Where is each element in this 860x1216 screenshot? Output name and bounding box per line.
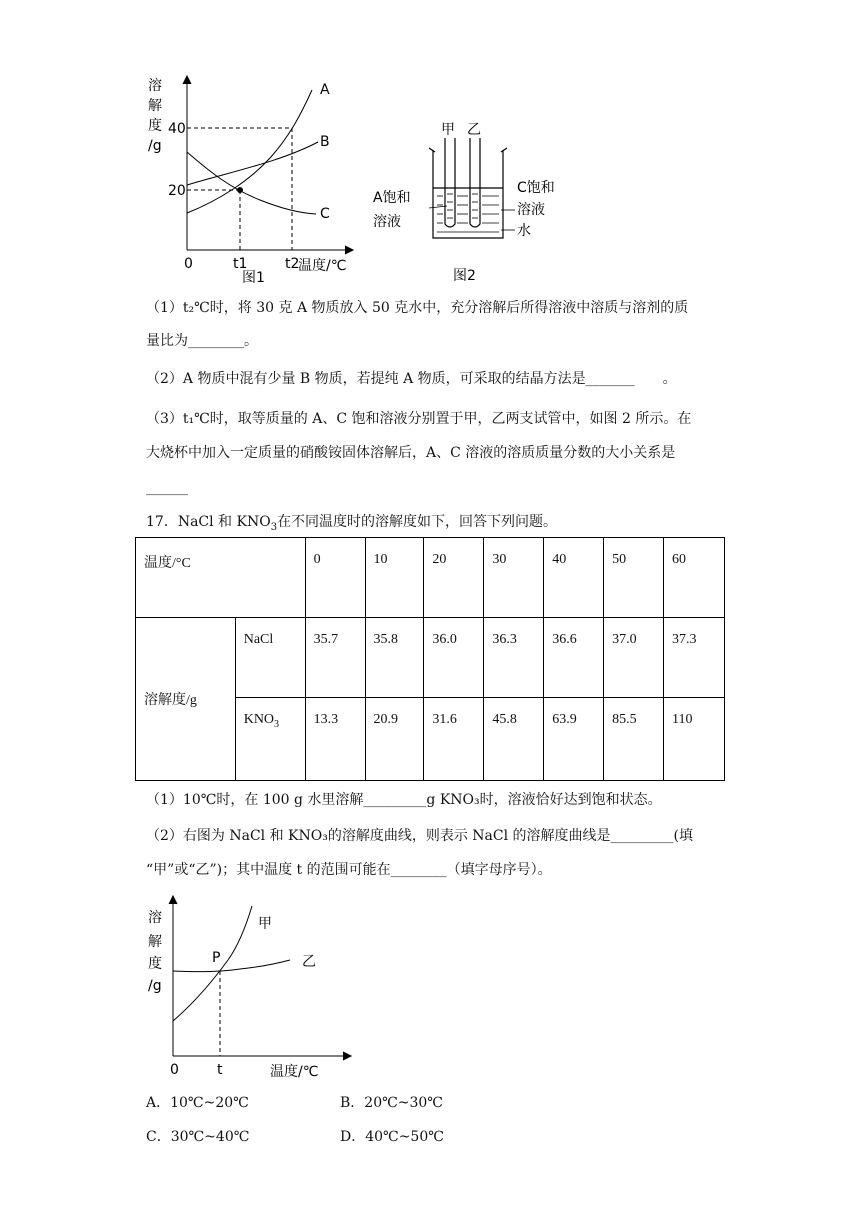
fig2-right-label-2: 溶液	[517, 202, 545, 218]
fig3-origin: 0	[170, 1062, 179, 1078]
fig3-xlabel: 温度/℃	[270, 1064, 319, 1080]
kno3-value: 45.8	[484, 698, 544, 781]
temp-cell: 60	[664, 538, 725, 618]
fig2-left-label-2: 溶液	[373, 214, 401, 230]
q17-intro-sub: 3	[270, 521, 278, 533]
q16-part1-line2: 量比为________。	[146, 333, 258, 349]
q16-part3-line3: ______	[146, 480, 188, 496]
kno3-value: 13.3	[305, 698, 365, 781]
temp-cell: 40	[544, 538, 604, 618]
fig3-ylabel-2: 解	[148, 934, 162, 950]
temp-cell: 0	[305, 538, 365, 618]
fig1-curve-B	[187, 142, 318, 185]
q17-part2-line2: “甲”或“乙”)；其中温度 t 的范围可能在________（填字母序号）。	[146, 862, 552, 878]
q16-part1-line1: （1）t₂℃时，将 30 克 A 物质放入 50 克水中，充分溶解后所得溶液中溶质与溶剂的质	[146, 300, 689, 316]
kno3-value: 20.9	[365, 698, 424, 781]
solubility-table	[135, 537, 725, 781]
q17-intro	[146, 512, 726, 532]
temp-cell: 50	[604, 538, 664, 618]
figure-3-nacl-kno3-curves	[140, 890, 360, 1085]
beaker-lip-left	[429, 148, 435, 152]
fig3-tick-t: t	[217, 1062, 223, 1078]
fig1-label-A: A	[320, 82, 330, 98]
temp-header-cell: 温度/°C	[136, 538, 306, 618]
fig1-origin: 0	[184, 256, 193, 272]
fig3-label-jia: 甲	[258, 916, 272, 932]
temp-cell: 10	[365, 538, 424, 618]
option-b[interactable]: B．20℃~30℃	[340, 1095, 443, 1111]
nacl-value: 35.7	[305, 618, 365, 698]
fig3-point-P: P	[212, 950, 221, 966]
fig1-caption: 图1	[242, 270, 265, 286]
figure-1-solubility-curves	[140, 70, 360, 290]
temp-cell: 20	[424, 538, 484, 618]
kno3-value: 63.9	[544, 698, 604, 781]
tube-yi	[470, 138, 480, 227]
fig3-y-arrow	[169, 896, 177, 904]
q17-part2-line1: （2）右图为 NaCl 和 KNO₃的溶解度曲线，则表示 NaCl 的溶解度曲线是_________(填	[146, 828, 693, 844]
q17-intro-a: 17．NaCl 和 KNO	[146, 514, 271, 530]
temp-cell: 30	[484, 538, 544, 618]
nacl-value: 37.0	[604, 618, 664, 698]
option-a[interactable]: A．10℃~20℃	[146, 1095, 249, 1111]
q17-part1: （1）10℃时，在 100 g 水里溶解_________g KNO₃时，溶液恰好达到饱和状态。	[146, 792, 662, 808]
fig1-label-B: B	[320, 134, 330, 150]
fig1-y-arrow	[183, 76, 191, 84]
q16-part2: （2）A 物质中混有少量 B 物质，若提纯 A 物质，可采取的结晶方法是_______ 。	[146, 371, 677, 387]
fig3-ylabel-4: /g	[148, 978, 162, 994]
fig2-caption: 图2	[453, 268, 476, 284]
table-row-nacl	[136, 618, 725, 698]
fig1-ylabel-4: /g	[148, 138, 162, 154]
row-name-kno3	[235, 698, 305, 781]
tube-jia	[445, 138, 455, 227]
fig1-ylabel-1: 溶	[148, 78, 162, 94]
fig1-ylabel-2: 解	[148, 98, 162, 114]
fig2-label-yi: 乙	[467, 122, 481, 138]
fig2-left-label-1: A饱和	[373, 190, 411, 206]
fig3-ylabel-3: 度	[148, 956, 162, 972]
fig1-intersection-point	[237, 187, 243, 193]
kno3-value: 110	[664, 698, 725, 781]
beaker-lip-right	[501, 148, 507, 152]
fig3-label-yi: 乙	[302, 954, 316, 970]
option-c[interactable]: C．30℃~40℃	[146, 1129, 250, 1145]
q16-part3-line2: 大烧杯中加入一定质量的硝酸铵固体溶解后，A、C 溶液的溶质质量分数的大小关系是	[146, 445, 676, 461]
fig3-x-arrow	[343, 1052, 351, 1060]
fig3-ylabel-1: 溶	[148, 910, 162, 926]
fig1-tick-t2: t2	[285, 256, 300, 272]
q17-intro-b: 在不同温度时的溶解度如下，回答下列问题。	[277, 514, 558, 530]
nacl-value: 36.6	[544, 618, 604, 698]
fig2-right-label-1: C饱和	[517, 180, 555, 196]
nacl-value: 37.3	[664, 618, 725, 698]
row-name-kno3-text: KNO	[243, 712, 275, 727]
kno3-value: 85.5	[604, 698, 664, 781]
fig1-tick-20: 20	[168, 183, 186, 199]
beaker-outline	[433, 150, 503, 238]
solubility-label-cell: 溶解度/g	[136, 618, 236, 781]
nacl-value: 35.8	[365, 618, 424, 698]
nacl-value: 36.3	[484, 618, 544, 698]
fig1-tick-40: 40	[168, 121, 186, 137]
kno3-value: 31.6	[424, 698, 484, 781]
fig2-label-jia: 甲	[441, 122, 455, 138]
table-header-row	[136, 538, 725, 618]
row-name-nacl: NaCl	[235, 618, 305, 698]
fig3-curve-yi	[173, 960, 290, 972]
fig1-label-C: C	[320, 206, 330, 222]
fig2-water-label: 水	[517, 223, 531, 239]
fig1-curve-A	[187, 90, 312, 213]
nacl-value: 36.0	[424, 618, 484, 698]
pointer-A	[429, 206, 447, 208]
row-name-kno3-sub: 3	[274, 718, 280, 730]
fig1-ylabel-3: 度	[148, 118, 162, 134]
fig1-x-arrow	[345, 246, 353, 254]
figure-2-beaker	[365, 110, 565, 290]
option-d[interactable]: D．40℃~50℃	[340, 1129, 444, 1145]
fig1-tick-t1: t1	[233, 256, 248, 272]
q16-part3-line1: （3）t₁℃时，取等质量的 A、C 饱和溶液分别置于甲，乙两支试管中，如图 2 所示。在	[146, 411, 692, 427]
fig1-xlabel: 温度/℃	[298, 258, 347, 274]
